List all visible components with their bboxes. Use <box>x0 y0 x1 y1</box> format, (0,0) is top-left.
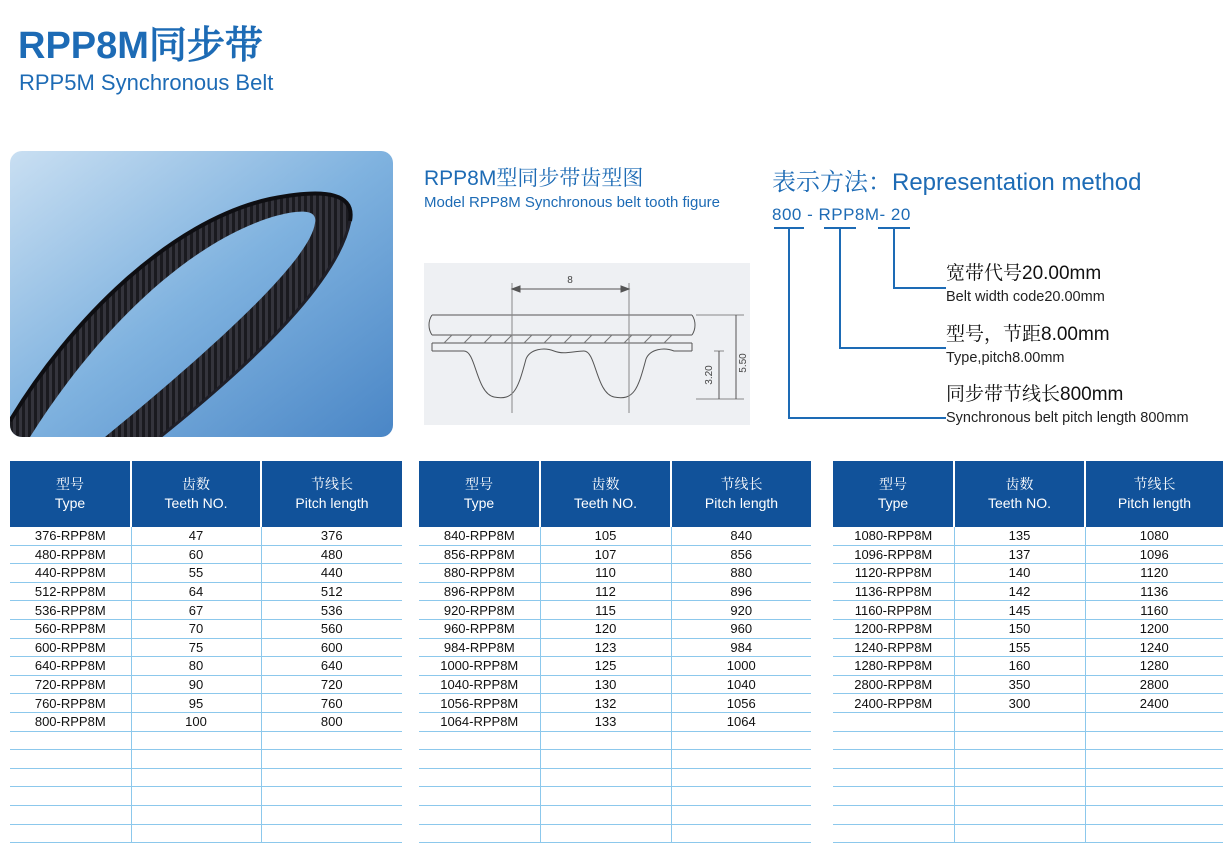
type-cell: 984-RPP8M <box>419 638 540 657</box>
pitch-length-cell: 1160 <box>1085 601 1223 620</box>
type-cell: 1200-RPP8M <box>833 619 954 638</box>
type-cell <box>10 805 131 824</box>
pitch-length-cell: 536 <box>261 601 402 620</box>
pitch-length-cell <box>261 824 402 843</box>
table-row <box>419 712 811 731</box>
type-cell <box>419 768 540 787</box>
teeth-cell: 125 <box>540 657 671 676</box>
table-row <box>10 712 402 731</box>
width-code-label-en: Belt width code20.00mm <box>946 289 1105 305</box>
table-row <box>419 582 811 601</box>
teeth-cell: 300 <box>954 694 1085 713</box>
teeth-cell: 155 <box>954 638 1085 657</box>
pitch-length-cell <box>261 768 402 787</box>
type-cell <box>833 750 954 769</box>
type-cell: 2800-RPP8M <box>833 675 954 694</box>
type-cell: 760-RPP8M <box>10 694 131 713</box>
page-subtitle: RPP5M Synchronous Belt <box>19 70 274 95</box>
pitch-length-cell: 640 <box>261 657 402 676</box>
type-cell: 600-RPP8M <box>10 638 131 657</box>
tooth-figure-title-cn: RPP8M型同步带齿型图 <box>424 167 644 190</box>
teeth-cell: 350 <box>954 675 1085 694</box>
teeth-cell: 150 <box>954 619 1085 638</box>
pitch-length-cell: 920 <box>671 601 811 620</box>
pitch-length-cell <box>261 805 402 824</box>
teeth-cell <box>540 805 671 824</box>
teeth-cell <box>954 787 1085 806</box>
header-pitch-length: 节线长 Pitch length <box>671 461 811 527</box>
type-cell: 2400-RPP8M <box>833 694 954 713</box>
teeth-cell <box>131 768 261 787</box>
teeth-cell <box>954 750 1085 769</box>
pitch-length-cell <box>1085 731 1223 750</box>
type-cell <box>833 731 954 750</box>
type-cell: 840-RPP8M <box>419 527 540 545</box>
type-cell <box>833 712 954 731</box>
pitch-length-cell: 2800 <box>1085 675 1223 694</box>
teeth-cell <box>954 824 1085 843</box>
table-row <box>419 787 811 806</box>
table-row <box>419 527 811 545</box>
header-teeth: 齿数 Teeth NO. <box>954 461 1085 527</box>
table-row <box>10 582 402 601</box>
belt-photo <box>10 151 393 437</box>
pitch-length-cell <box>671 750 811 769</box>
pitch-length-cell: 984 <box>671 638 811 657</box>
type-cell: 880-RPP8M <box>419 564 540 583</box>
type-cell: 376-RPP8M <box>10 527 131 545</box>
teeth-cell <box>540 768 671 787</box>
table-row <box>833 601 1223 620</box>
type-cell: 1280-RPP8M <box>833 657 954 676</box>
type-cell <box>419 750 540 769</box>
type-cell: 1000-RPP8M <box>419 657 540 676</box>
type-cell <box>833 787 954 806</box>
table-row <box>833 768 1223 787</box>
type-cell: 512-RPP8M <box>10 582 131 601</box>
teeth-cell: 70 <box>131 619 261 638</box>
pitch-length-cell: 1280 <box>1085 657 1223 676</box>
table-row <box>833 675 1223 694</box>
type-pitch-label-en: Type,pitch8.00mm <box>946 350 1065 366</box>
type-cell: 1096-RPP8M <box>833 545 954 564</box>
tooth-figure-title-en: Model RPP8M Synchronous belt tooth figure <box>424 194 720 211</box>
type-cell <box>419 787 540 806</box>
table-row <box>419 601 811 620</box>
pitch-length-cell: 560 <box>261 619 402 638</box>
table-row <box>419 564 811 583</box>
type-cell <box>833 805 954 824</box>
spec-table-3 <box>833 461 1223 843</box>
table-row <box>833 619 1223 638</box>
teeth-cell: 142 <box>954 582 1085 601</box>
teeth-cell: 133 <box>540 712 671 731</box>
teeth-cell: 47 <box>131 527 261 545</box>
header-type: 型号 Type <box>419 461 540 527</box>
pitch-length-cell <box>671 787 811 806</box>
spec-table-1 <box>10 461 402 843</box>
pitch-length-cell: 1080 <box>1085 527 1223 545</box>
table-row <box>833 582 1223 601</box>
table-row <box>10 657 402 676</box>
type-pitch-label-cn: 型号，节距8.00mm <box>946 324 1110 345</box>
type-cell: 856-RPP8M <box>419 545 540 564</box>
pitch-length-cell <box>1085 824 1223 843</box>
type-cell: 1056-RPP8M <box>419 694 540 713</box>
type-cell: 1120-RPP8M <box>833 564 954 583</box>
table-row <box>833 564 1223 583</box>
table-row <box>833 657 1223 676</box>
table-row <box>10 527 402 545</box>
teeth-cell: 55 <box>131 564 261 583</box>
teeth-cell: 160 <box>954 657 1085 676</box>
pitch-length-cell: 880 <box>671 564 811 583</box>
type-cell: 960-RPP8M <box>419 619 540 638</box>
pitch-length-cell: 1120 <box>1085 564 1223 583</box>
pitch-length-cell <box>1085 787 1223 806</box>
type-cell: 480-RPP8M <box>10 545 131 564</box>
pitch-length-cell <box>671 805 811 824</box>
pitch-length-cell: 800 <box>261 712 402 731</box>
pitch-length-cell <box>671 731 811 750</box>
table-row <box>833 824 1223 843</box>
pitch-length-cell: 1200 <box>1085 619 1223 638</box>
teeth-cell: 90 <box>131 675 261 694</box>
pitch-length-cell: 840 <box>671 527 811 545</box>
pitch-length-cell: 1064 <box>671 712 811 731</box>
type-cell: 896-RPP8M <box>419 582 540 601</box>
header-teeth: 齿数 Teeth NO. <box>131 461 261 527</box>
pitch-length-cell <box>261 750 402 769</box>
table-row <box>833 712 1223 731</box>
type-cell: 560-RPP8M <box>10 619 131 638</box>
teeth-cell <box>540 731 671 750</box>
table-row <box>419 545 811 564</box>
header-type: 型号 Type <box>833 461 954 527</box>
spec-table-2 <box>419 461 811 843</box>
teeth-cell: 95 <box>131 694 261 713</box>
type-cell <box>419 824 540 843</box>
table-row <box>419 805 811 824</box>
pitch-length-cell: 896 <box>671 582 811 601</box>
type-cell: 1040-RPP8M <box>419 675 540 694</box>
pitch-length-cell: 1240 <box>1085 638 1223 657</box>
pitch-length-cell: 1096 <box>1085 545 1223 564</box>
table-row <box>833 638 1223 657</box>
table-row <box>419 638 811 657</box>
tooth-height-label: 3.20 <box>704 365 715 385</box>
type-cell <box>833 824 954 843</box>
pitch-length-cell: 1136 <box>1085 582 1223 601</box>
teeth-cell <box>954 805 1085 824</box>
table-row <box>10 601 402 620</box>
type-cell <box>10 750 131 769</box>
type-cell: 1136-RPP8M <box>833 582 954 601</box>
teeth-cell: 132 <box>540 694 671 713</box>
teeth-cell: 123 <box>540 638 671 657</box>
table-row <box>419 750 811 769</box>
type-cell <box>10 768 131 787</box>
type-cell <box>833 768 954 787</box>
pitch-length-cell <box>1085 768 1223 787</box>
table-row <box>10 787 402 806</box>
pitch-length-cell: 1056 <box>671 694 811 713</box>
pitch-length-cell: 1040 <box>671 675 811 694</box>
pitch-length-cell: 512 <box>261 582 402 601</box>
table-row <box>419 619 811 638</box>
pitch-length-cell: 856 <box>671 545 811 564</box>
table-row <box>419 824 811 843</box>
table-row <box>10 750 402 769</box>
teeth-cell <box>954 768 1085 787</box>
table-row <box>833 694 1223 713</box>
pitch-length-cell: 720 <box>261 675 402 694</box>
teeth-cell: 75 <box>131 638 261 657</box>
pitch-length-cell <box>261 731 402 750</box>
table-row <box>10 564 402 583</box>
teeth-cell: 67 <box>131 601 261 620</box>
type-cell: 800-RPP8M <box>10 712 131 731</box>
pitch-length-cell: 480 <box>261 545 402 564</box>
teeth-cell <box>131 805 261 824</box>
teeth-cell <box>954 731 1085 750</box>
width-code-label-cn: 宽带代号20.00mm <box>946 263 1102 284</box>
type-cell: 1064-RPP8M <box>419 712 540 731</box>
teeth-cell <box>131 824 261 843</box>
table-row <box>10 619 402 638</box>
pitch-length-cell: 1000 <box>671 657 811 676</box>
type-cell <box>10 731 131 750</box>
pitch-length-cell <box>1085 750 1223 769</box>
pitch-length-cell: 2400 <box>1085 694 1223 713</box>
teeth-cell: 137 <box>954 545 1085 564</box>
type-cell: 640-RPP8M <box>10 657 131 676</box>
header-pitch-length: 节线长 Pitch length <box>1085 461 1223 527</box>
teeth-cell: 105 <box>540 527 671 545</box>
tooth-figure-diagram <box>424 263 750 425</box>
table-row <box>10 805 402 824</box>
pitch-dimension-label: 8 <box>567 275 573 286</box>
teeth-cell: 80 <box>131 657 261 676</box>
table-row <box>419 675 811 694</box>
teeth-cell <box>540 750 671 769</box>
teeth-cell <box>131 750 261 769</box>
header-teeth: 齿数 Teeth NO. <box>540 461 671 527</box>
teeth-cell: 130 <box>540 675 671 694</box>
teeth-cell: 140 <box>954 564 1085 583</box>
teeth-cell <box>131 787 261 806</box>
pitch-length-cell <box>1085 805 1223 824</box>
teeth-cell <box>540 824 671 843</box>
table-row <box>10 768 402 787</box>
pitch-length-cell <box>1085 712 1223 731</box>
header-pitch-length: 节线长 Pitch length <box>261 461 402 527</box>
pitch-length-cell <box>671 768 811 787</box>
type-cell: 920-RPP8M <box>419 601 540 620</box>
table-row <box>419 768 811 787</box>
teeth-cell <box>131 731 261 750</box>
table-row <box>833 545 1223 564</box>
table-row <box>10 824 402 843</box>
type-cell: 720-RPP8M <box>10 675 131 694</box>
teeth-cell <box>954 712 1085 731</box>
type-cell: 440-RPP8M <box>10 564 131 583</box>
representation-code: 800 - RPP8M- 20 <box>772 205 911 224</box>
teeth-cell: 120 <box>540 619 671 638</box>
table-row <box>10 675 402 694</box>
pitch-length-label-en: Synchronous belt pitch length 800mm <box>946 410 1189 426</box>
table-row <box>419 694 811 713</box>
total-height-label: 5.50 <box>738 353 749 373</box>
type-cell: 1080-RPP8M <box>833 527 954 545</box>
pitch-length-label-cn: 同步带节线长800mm <box>946 384 1124 405</box>
teeth-cell: 100 <box>131 712 261 731</box>
pitch-length-cell: 760 <box>261 694 402 713</box>
pitch-length-cell: 376 <box>261 527 402 545</box>
table-row <box>833 787 1223 806</box>
table-row <box>419 657 811 676</box>
table-row <box>10 731 402 750</box>
table-row <box>833 731 1223 750</box>
pitch-length-cell: 600 <box>261 638 402 657</box>
table-row <box>10 638 402 657</box>
teeth-cell: 110 <box>540 564 671 583</box>
pitch-length-cell <box>261 787 402 806</box>
teeth-cell <box>540 787 671 806</box>
type-cell <box>10 824 131 843</box>
table-row <box>419 731 811 750</box>
teeth-cell: 112 <box>540 582 671 601</box>
type-cell <box>419 805 540 824</box>
pitch-length-cell: 440 <box>261 564 402 583</box>
type-cell <box>419 731 540 750</box>
type-cell: 536-RPP8M <box>10 601 131 620</box>
table-row <box>833 805 1223 824</box>
pitch-length-cell: 960 <box>671 619 811 638</box>
teeth-cell: 115 <box>540 601 671 620</box>
pitch-length-cell <box>671 824 811 843</box>
type-cell <box>10 787 131 806</box>
representation-leader-lines <box>770 222 950 422</box>
page-title: RPP8M同步带 <box>18 25 263 67</box>
header-type: 型号 Type <box>10 461 131 527</box>
table-row <box>10 694 402 713</box>
table-row <box>833 750 1223 769</box>
teeth-cell: 64 <box>131 582 261 601</box>
representation-title: 表示方法：Representation method <box>772 169 1142 196</box>
teeth-cell: 107 <box>540 545 671 564</box>
table-row <box>10 545 402 564</box>
table-row <box>833 527 1223 545</box>
type-cell: 1160-RPP8M <box>833 601 954 620</box>
teeth-cell: 145 <box>954 601 1085 620</box>
teeth-cell: 60 <box>131 545 261 564</box>
teeth-cell: 135 <box>954 527 1085 545</box>
type-cell: 1240-RPP8M <box>833 638 954 657</box>
